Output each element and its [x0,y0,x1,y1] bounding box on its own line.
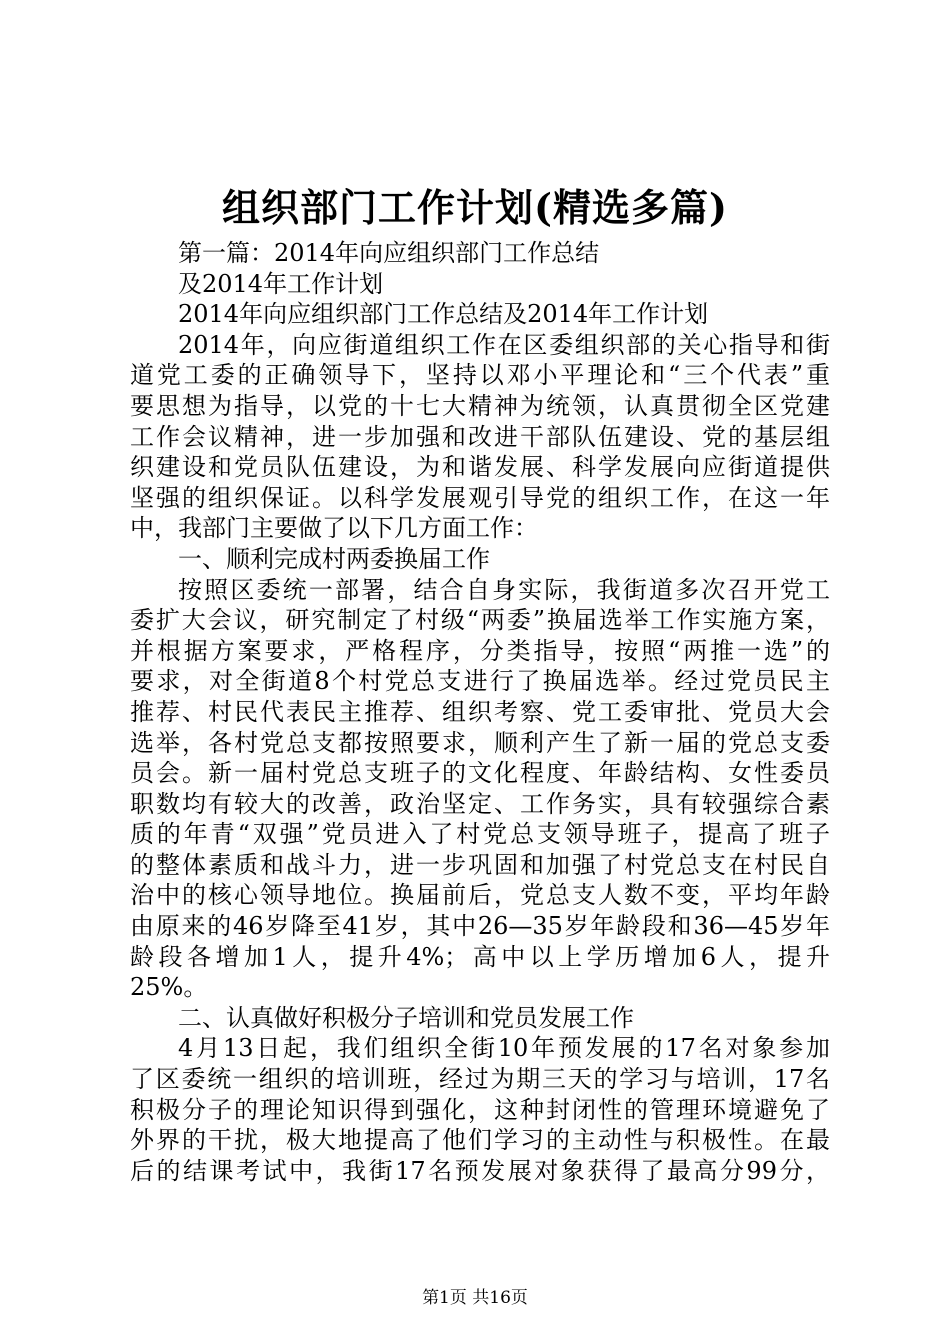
text-line: 25%。 [130,973,208,1002]
text-line: 及2014年工作计划 [178,269,384,298]
text-line: 坚强的组织保证。以科学发展观引导党的组织工作，在这一年 [130,483,830,512]
text-line: 4月13日起，我们组织全街10年预发展的17名对象参加 [178,1034,830,1063]
text-line: 第一篇：2014年向应组织部门工作总结 [178,239,600,267]
section-heading: 一、顺利完成村两委换届工作 [178,544,490,573]
text-line: 积极分子的理论知识得到强化，这种封闭性的管理环境避免了 [130,1095,830,1124]
text-line: 要求，对全街道8个村党总支进行了换届选举。经过党员民主 [130,667,830,696]
text-line: 中，我部门主要做了以下几方面工作： [130,514,538,543]
text-line: 织建设和党员队伍建设，为和谐发展、科学发展向应街道提供 [130,453,830,482]
text-line: 按照区委统一部署，结合自身实际，我街道多次召开党工 [178,575,830,604]
text-line: 由原来的46岁降至41岁，其中26—35岁年龄段和36—45岁年 [130,912,830,941]
text-line: 要思想为指导，以党的十七大精神为统领，认真贯彻全区党建 [130,391,830,420]
text-line: 治中的核心领导地位。换届前后，党总支人数不变，平均年龄 [130,881,830,910]
text-line: 委扩大会议，研究制定了村级“两委”换届选举工作实施方案， [130,606,830,635]
text-line: 道党工委的正确领导下，坚持以邓小平理论和“三个代表”重 [130,361,830,390]
text-line: 选举，各村党总支都按照要求，顺利产生了新一届的党总支委 [130,728,830,757]
text-line: 后的结课考试中，我街17名预发展对象获得了最高分99分， [130,1156,830,1185]
text-line: 并根据方案要求，严格程序，分类指导，按照“两推一选”的 [130,636,830,665]
text-line: 职数均有较大的改善，政治坚定、工作务实，具有较强综合素 [130,789,830,818]
document-title: 组织部门工作计划(精选多篇) [222,185,728,230]
text-line: 员会。新一届村党总支班子的文化程度、年龄结构、女性委员 [130,759,830,788]
text-line: 了区委统一组织的培训班，经过为期三天的学习与培训，17名 [130,1065,830,1094]
page-footer: 第1页 共16页 [422,1288,528,1308]
text-line: 外界的干扰，极大地提高了他们学习的主动性与积极性。在最 [130,1126,830,1155]
text-line: 2014年，向应街道组织工作在区委组织部的关心指导和街 [178,330,830,359]
text-line: 质的年青“双强”党员进入了村党总支领导班子，提高了班子 [130,820,830,849]
text-line: 2014年向应组织部门工作总结及2014年工作计划 [178,300,709,329]
section-heading: 二、认真做好积极分子培训和党员发展工作 [178,1003,634,1032]
text-line: 工作会议精神，进一步加强和改进干部队伍建设、党的基层组 [130,422,830,451]
text-line: 推荐、村民代表民主推荐、组织考察、党工委审批、党员大会 [130,697,830,726]
text-line: 的整体素质和战斗力，进一步巩固和加强了村党总支在村民自 [130,850,830,879]
text-line: 龄段各增加1人，提升4%；高中以上学历增加6人，提升 [130,942,830,971]
document-body [130,238,830,1186]
